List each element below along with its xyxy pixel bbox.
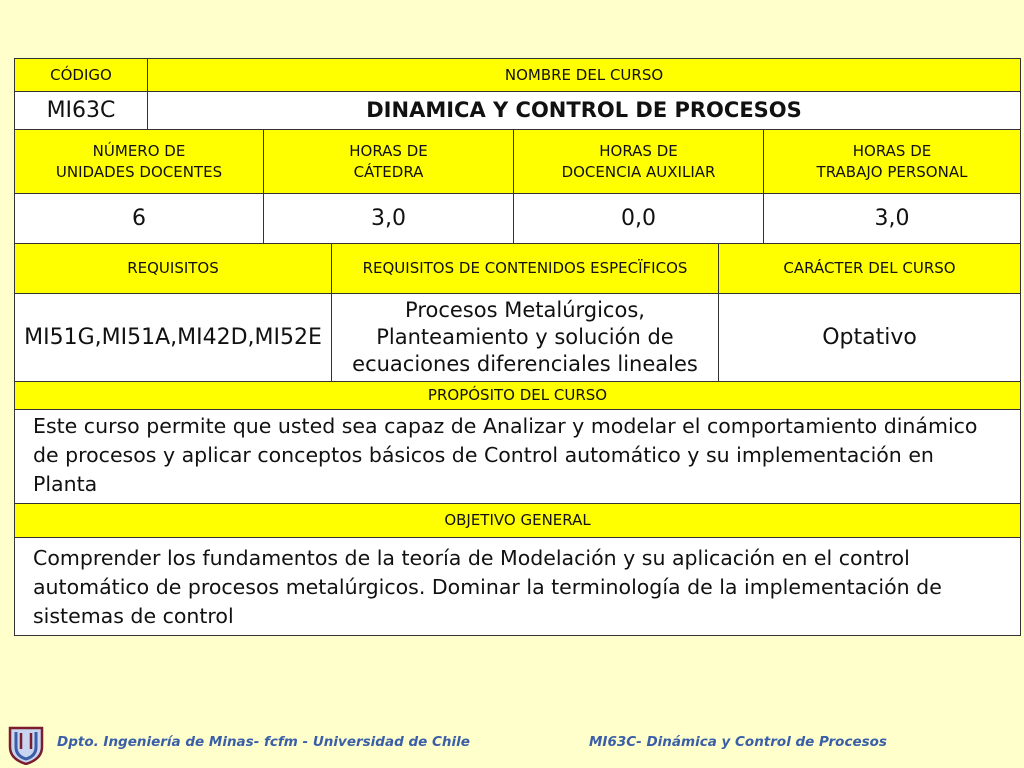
purpose-line: de procesos y aplicar conceptos básicos de Control automático y su implementación en [33, 443, 934, 467]
auxiliary-hours-value: 0,0 [514, 194, 764, 244]
personal-work-hours-header [764, 130, 1021, 194]
course-value-row [15, 92, 1021, 130]
objective-line: sistemas de control [33, 604, 234, 628]
code-header: CÓDIGO [15, 59, 148, 92]
header-line: HORAS DE [852, 141, 932, 160]
purpose-header-row [15, 382, 1021, 410]
purpose-header: PROPÓSITO DEL CURSO [15, 382, 1021, 410]
purpose-text [15, 410, 1021, 504]
content-line: Procesos Metalúrgicos, [405, 298, 645, 322]
footer-course: MI63C- Dinámica y Control de Procesos [589, 734, 887, 750]
hours-value-row [15, 194, 1021, 244]
content-requirements-value [332, 294, 719, 382]
objective-header-row [15, 504, 1021, 538]
personal-work-hours-value: 3,0 [764, 194, 1021, 244]
purpose-row [15, 410, 1021, 504]
auxiliary-hours-header [514, 130, 764, 194]
objective-line: automático de procesos metalúrgicos. Dominar la terminología de la implementación de [33, 575, 942, 599]
university-shield-logo-icon [4, 725, 48, 765]
header-line: NÚMERO DE [92, 141, 186, 160]
course-character-header: CARÁCTER DEL CURSO [719, 244, 1021, 294]
header-line: TRABAJO PERSONAL [816, 162, 968, 181]
purpose-line: Planta [33, 472, 98, 496]
requirements-value: MI51G,MI51A,MI42D,MI52E [15, 294, 332, 382]
objective-row [15, 538, 1021, 636]
content-line: ecuaciones diferenciales lineales [352, 352, 698, 376]
purpose-line: Este curso permite que usted sea capaz de Analizar y modelar el comportamiento dinámico [33, 414, 978, 438]
header-line: DOCENCIA AUXILIAR [561, 162, 716, 181]
lecture-hours-value: 3,0 [264, 194, 514, 244]
requirements-header-row [15, 244, 1021, 294]
header-line: HORAS DE [599, 141, 678, 160]
lecture-hours-header [264, 130, 514, 194]
objective-line: Comprender los fundamentos de la teoría de Modelación y su aplicación en el control [33, 546, 910, 570]
course-program-table [14, 58, 1021, 636]
content-requirements-header: REQUISITOS DE CONTENIDOS ESPECÏFICOS [332, 244, 719, 294]
course-header-row [15, 59, 1021, 92]
slide-footer [0, 724, 1024, 764]
requirements-header: REQUISITOS [15, 244, 332, 294]
footer-department: Dpto. Ingeniería de Minas- fcfm - Universidad de Chile [57, 734, 470, 750]
hours-header-row [15, 130, 1021, 194]
teaching-units-value: 6 [15, 194, 264, 244]
course-name-header: NOMBRE DEL CURSO [148, 59, 1021, 92]
course-name: DINAMICA Y CONTROL DE PROCESOS [148, 92, 1021, 130]
header-line: CÁTEDRA [353, 162, 424, 181]
objective-text [15, 538, 1021, 636]
course-character-value: Optativo [719, 294, 1021, 382]
header-line: UNIDADES DOCENTES [55, 162, 223, 181]
course-code: MI63C [15, 92, 148, 130]
teaching-units-header [15, 130, 264, 194]
content-line: Planteamiento y solución de [376, 325, 674, 349]
objective-header: OBJETIVO GENERAL [15, 504, 1021, 538]
requirements-value-row [15, 294, 1021, 382]
header-line: HORAS DE [349, 141, 428, 160]
